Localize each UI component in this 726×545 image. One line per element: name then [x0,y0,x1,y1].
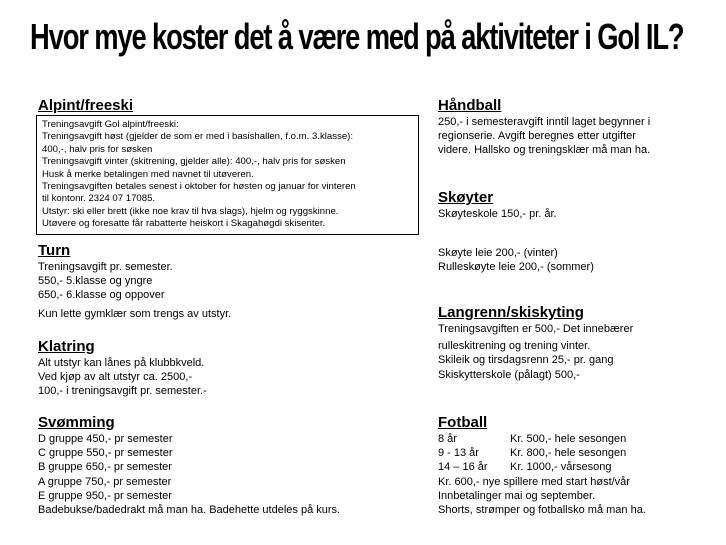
turn-note: Kun lette gymklær som trengs av utstyr. [38,307,232,320]
handball-line: 250,- i semesteravgift inntil laget begynner i [438,116,651,128]
fotball-heading: Fotball [438,414,488,431]
fotball-price: Kr. 500,- hele sesongen [510,433,627,445]
alpint-line: Treningsavgift vinter (skitrening, gjelder alle): 400,-, halv pris for søsken [42,156,346,168]
alpint-heading: Alpint/freeski [38,97,134,114]
svomming-section [38,414,340,517]
skoyter-rent [438,246,594,274]
turn-section [38,242,231,321]
langrenn-line: Skiskytterskole (pålagt) 500,- [438,368,580,381]
turn-heading: Turn [38,242,71,259]
alpint-line: Treningsavgift høst (gjelder de som er med i basishallen, f.o.m. 3.klasse): [42,131,354,143]
langrenn-heading: Langrenn/skiskyting [438,304,584,321]
handball-heading: Håndball [438,97,502,114]
alpint-line: Treningsavgiften betales senest i oktober for høsten og januar for vinteren [42,181,356,193]
klatring-section [38,338,207,399]
svomming-line: A gruppe 750,- pr semester [38,475,172,488]
fotball-section [438,414,646,517]
svomming-line: C gruppe 550,- pr semester [38,447,173,460]
handball-line: regionserie. Avgift beregnes etter utgifter [438,130,636,143]
svomming-line: B gruppe 650,- pr semester [38,461,172,474]
fotball-price: Kr. 1000,- vårsesong [510,461,612,474]
klatring-line: Ved kjøp av alt utstyr ca. 2500,- [38,371,193,384]
turn-line: Treningsavgift pr. semester. [38,261,173,273]
klatring-heading: Klatring [38,338,95,355]
alpint-line: Utstyr: ski eller brett (ikke noe krav til hva slags), hjelm og ryggskinne. [42,205,339,217]
alpint-line: Husk å merke betalingen med navnet til utøveren. [42,168,254,180]
fotball-price: Kr. 800,- hele sesongen [510,447,627,460]
klatring-line: 100,- i treningsavgift pr. semester.- [38,385,207,398]
svomming-line: D gruppe 450,- pr semester [38,433,173,445]
skoyter-rent-line: Rulleskøyte leie 200,- (sommer) [438,261,594,274]
skoyter-heading: Skøyter [438,189,494,206]
handball-line: videre. Hallsko og treningsklær må man ha. [438,144,651,157]
alpint-section [38,97,133,115]
skoyter-section [438,189,557,221]
langrenn-line: Treningsavgiften er 500,- Det innebærer [438,323,634,335]
skoyter-line: Skøyteskole 150,- pr. år. [438,208,557,220]
svomming-heading: Svømming [38,414,115,431]
turn-line: 650,- 6.klasse og oppover [38,289,165,302]
klatring-line: Alt utstyr kan lånes på klubbkveld. [38,357,205,369]
alpint-info-box [36,115,419,235]
alpint-line: til kontonr. 2324 07 17085. [42,193,156,205]
alpint-line: Treningsavgift Gol alpint/freeski: [42,119,179,130]
alpint-line: 400,-, halv pris for søsken [42,143,153,155]
fotball-line: Shorts, strømper og fotballsko må man ha. [438,504,646,517]
alpint-line: Utøvere og foresatte får rabatterte heiskort i Skagahøgdi skisenter. [42,218,326,230]
fotball-age: 9 - 13 år [438,447,479,460]
handball-section [438,97,650,158]
svomming-line: E gruppe 950,- pr semester [38,489,172,502]
langrenn-section [438,304,633,382]
svomming-line: Badebukse/badedrakt må man ha. Badehette utdeles på kurs. [38,504,341,517]
skoyter-rent-line: Skøyte leie 200,- (vinter) [438,247,558,259]
fotball-age: 14 – 16 år [438,461,488,474]
langrenn-line: rulleskitrening og trening vinter. [438,340,591,353]
fotball-age: 8 år [438,433,457,445]
fotball-price-table [438,432,646,475]
fotball-line: Innbetalinger mai og september. [438,489,596,502]
langrenn-line: Skileik og tirsdagsrenn 25,- pr. gang [438,354,614,367]
turn-line: 550,- 5.klasse og yngre [38,275,153,288]
page-title: Hvor mye koster det å være med på aktiviteter i Gol IL? [30,16,684,57]
fotball-line: Kr. 600,- nye spillere med start høst/vår [438,475,630,488]
